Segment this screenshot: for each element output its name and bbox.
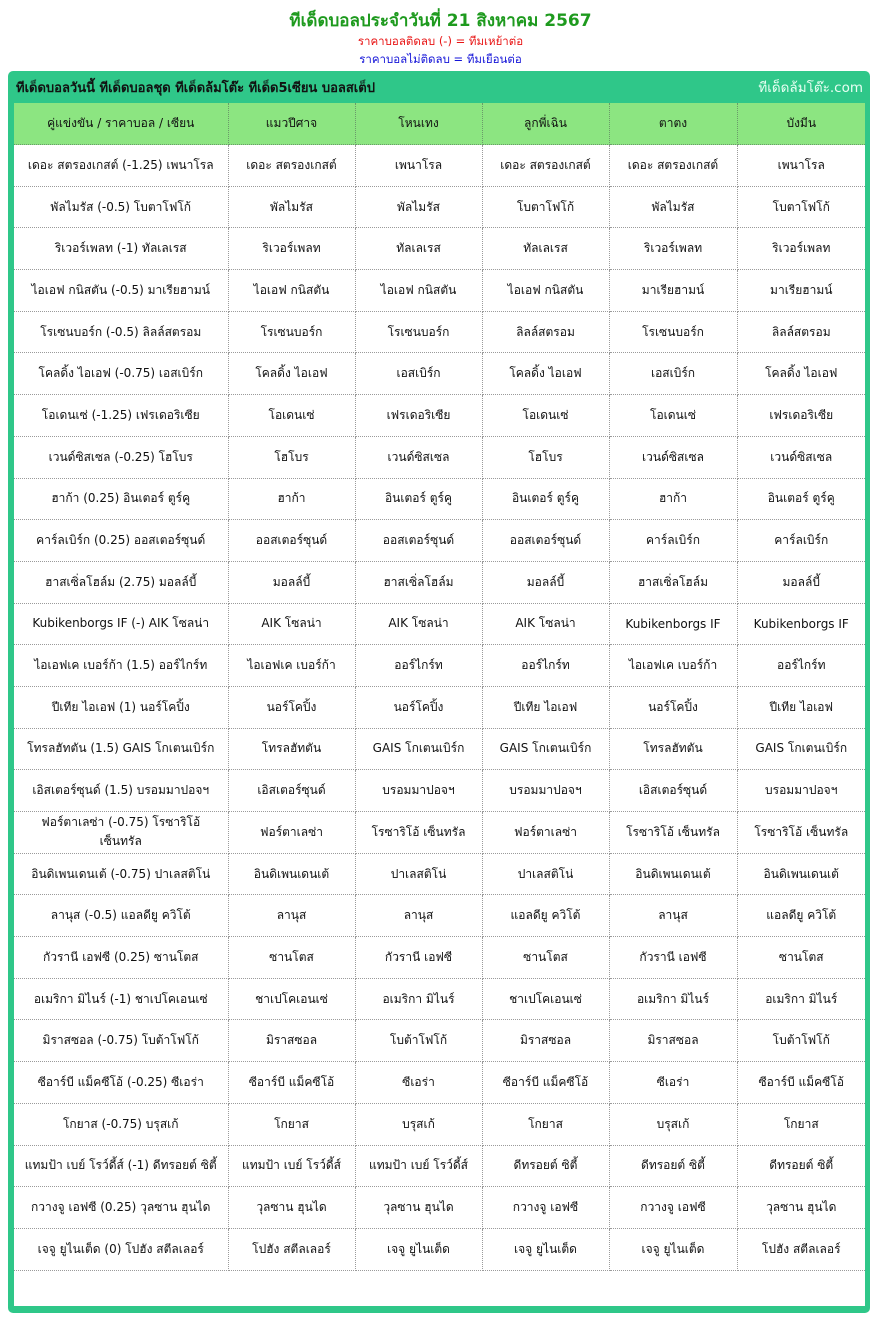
- match-cell: ปีเทีย ไอเอฟ (1) นอร์โคปิ้ง: [14, 686, 228, 728]
- panel-title: ทีเด็ดบอลวันนี้ ทีเด็ดบอลชุด ทีเด็ดล้มโต๊ะ ทีเด็ด5เซียน บอลสเต็ป: [16, 80, 375, 96]
- pick-cell: ดีทรอยต์ ซิตี้: [609, 1145, 737, 1187]
- table-row: [14, 1020, 865, 1062]
- tips-panel: [8, 71, 870, 1313]
- match-cell: เจจู ยูไนเต็ด (0) โปฮัง สตีลเลอร์: [14, 1228, 228, 1270]
- match-cell: ลานุส (-0.5) แอลดียู ควิโต้: [14, 895, 228, 937]
- pick-cell: เดอะ สตรองเกสต์: [228, 145, 355, 187]
- pick-cell: บรุสเก้: [355, 1103, 482, 1145]
- match-cell: อเมริกา มิไนร์ (-1) ชาเปโคเอนเซ่: [14, 978, 228, 1020]
- table-body: [14, 145, 865, 1271]
- pick-cell: Kubikenborgs IF: [737, 603, 865, 645]
- pick-cell: เวนด์ซิสเซล: [355, 436, 482, 478]
- table-row: [14, 478, 865, 520]
- pick-cell: ปีเทีย ไอเอฟ: [482, 686, 609, 728]
- pick-cell: โคลดิ้ง ไอเอฟ: [228, 353, 355, 395]
- pick-cell: ปาเลสติโน่: [355, 853, 482, 895]
- site-brand[interactable]: ทีเด็ดล้มโต๊ะ.com: [758, 80, 863, 96]
- table-row: [14, 436, 865, 478]
- pick-cell: โอเดนเซ่: [609, 395, 737, 437]
- pick-cell: เพนาโรล: [737, 145, 865, 187]
- pick-cell: ไอเอฟเค เบอร์ก้า: [609, 645, 737, 687]
- match-cell: มิราสซอล (-0.75) โบต้าโฟโก้: [14, 1020, 228, 1062]
- pick-cell: ออสเตอร์ซุนด์: [228, 520, 355, 562]
- table-row: [14, 228, 865, 270]
- match-cell: โรเซนบอร์ก (-0.5) ลิลล์สตรอม: [14, 311, 228, 353]
- pick-cell: อเมริกา มิไนร์: [355, 978, 482, 1020]
- pick-cell: ไอเอฟ กนิสตัน: [355, 270, 482, 312]
- pick-cell: ออสเตอร์ซุนด์: [355, 520, 482, 562]
- pick-cell: เดอะ สตรองเกสต์: [482, 145, 609, 187]
- pick-cell: ไอเอฟเค เบอร์ก้า: [228, 645, 355, 687]
- table-row: [14, 603, 865, 645]
- table-row: [14, 937, 865, 979]
- pick-cell: พัลไมรัส: [228, 186, 355, 228]
- pick-cell: โทรลฮัทตัน: [228, 728, 355, 770]
- pick-cell: นอร์โคปิ้ง: [355, 686, 482, 728]
- table-row: [14, 1062, 865, 1104]
- pick-cell: มาเรียฮามน์: [609, 270, 737, 312]
- pick-cell: ดีทรอยต์ ซิตี้: [737, 1145, 865, 1187]
- table-header-row: [14, 103, 865, 145]
- pick-cell: ฟอร์ตาเลซ่า: [228, 812, 355, 854]
- note-negative-odds: ราคาบอลติดลบ (-) = ทีมเหย้าต่อ: [357, 34, 524, 48]
- pick-cell: AIK โซลน่า: [228, 603, 355, 645]
- match-cell: กวางจู เอฟซี (0.25) วุลซาน ฮุนได: [14, 1187, 228, 1229]
- pick-cell: คาร์ลเบิร์ก: [737, 520, 865, 562]
- column-header-tipster: ลูกพี่เฉิน: [482, 103, 609, 145]
- table-row: [14, 645, 865, 687]
- match-cell: ซีอาร์บี แม็คซีโอ้ (-0.25) ซีเอร่า: [14, 1062, 228, 1104]
- pick-cell: บรอมมาปอจฯ: [355, 770, 482, 812]
- pick-cell: เดอะ สตรองเกสต์: [609, 145, 737, 187]
- pick-cell: วุลซาน ฮุนได: [355, 1187, 482, 1229]
- table-row: [14, 270, 865, 312]
- pick-cell: เวนด์ซิสเซล: [737, 436, 865, 478]
- pick-cell: นอร์โคปิ้ง: [228, 686, 355, 728]
- pick-cell: ไอเอฟ กนิสตัน: [228, 270, 355, 312]
- match-cell: เดอะ สตรองเกสต์ (-1.25) เพนาโรล: [14, 145, 228, 187]
- pick-cell: ซานโตส: [228, 937, 355, 979]
- pick-cell: ลานุส: [228, 895, 355, 937]
- panel-title-bar: [8, 71, 870, 103]
- pick-cell: ซีเอร่า: [609, 1062, 737, 1104]
- match-cell: กัวรานี เอฟซี (0.25) ซานโตส: [14, 937, 228, 979]
- pick-cell: เพนาโรล: [355, 145, 482, 187]
- column-header-match: คู่แข่งขัน / ราคาบอล / เซียน: [14, 103, 228, 145]
- pick-cell: ซีเอร่า: [355, 1062, 482, 1104]
- pick-cell: เจจู ยูไนเต็ด: [482, 1228, 609, 1270]
- pick-cell: โคลดิ้ง ไอเอฟ: [482, 353, 609, 395]
- pick-cell: ซีอาร์บี แม็คซีโอ้: [737, 1062, 865, 1104]
- pick-cell: ซีอาร์บี แม็คซีโอ้: [228, 1062, 355, 1104]
- pick-cell: เวนด์ซิสเซล: [609, 436, 737, 478]
- pick-cell: มิราสซอล: [609, 1020, 737, 1062]
- pick-cell: วุลซาน ฮุนได: [228, 1187, 355, 1229]
- pick-cell: ซานโตส: [737, 937, 865, 979]
- pick-cell: ริเวอร์เพลท: [228, 228, 355, 270]
- pick-cell: ดีทรอยต์ ซิตี้: [482, 1145, 609, 1187]
- pick-cell: พัลไมรัส: [609, 186, 737, 228]
- pick-cell: พัลไมรัส: [355, 186, 482, 228]
- pick-cell: อินดิเพนเดนเต้: [228, 853, 355, 895]
- pick-cell: โกยาส: [228, 1103, 355, 1145]
- pick-cell: โฮโบร: [482, 436, 609, 478]
- table-row: [14, 520, 865, 562]
- pick-cell: GAIS โกเตนเบิร์ก: [482, 728, 609, 770]
- pick-cell: มิราสซอล: [482, 1020, 609, 1062]
- pick-cell: ชาเปโคเอนเซ่: [482, 978, 609, 1020]
- table-row: [14, 1228, 865, 1270]
- pick-cell: ชาเปโคเอนเซ่: [228, 978, 355, 1020]
- pick-cell: มอลล์บี้: [228, 561, 355, 603]
- page-title: ทีเด็ดบอลประจำวันที่ 21 สิงหาคม 2567: [289, 11, 592, 31]
- note-positive-odds: ราคาบอลไม่ติดลบ = ทีมเยือนต่อ: [359, 52, 522, 66]
- pick-cell: ลิลล์สตรอม: [737, 311, 865, 353]
- pick-cell: GAIS โกเตนเบิร์ก: [737, 728, 865, 770]
- pick-cell: เจจู ยูไนเต็ด: [609, 1228, 737, 1270]
- pick-cell: กวางจู เอฟซี: [609, 1187, 737, 1229]
- pick-cell: มอลล์บี้: [737, 561, 865, 603]
- pick-cell: บรอมมาปอจฯ: [482, 770, 609, 812]
- pick-cell: โอเดนเซ่: [482, 395, 609, 437]
- pick-cell: โบต้าโฟโก้: [737, 1020, 865, 1062]
- pick-cell: เฟรเดอริเซีย: [737, 395, 865, 437]
- table-row: [14, 186, 865, 228]
- pick-cell: ลิลล์สตรอม: [482, 311, 609, 353]
- match-cell: โทรลฮัทตัน (1.5) GAIS โกเตนเบิร์ก: [14, 728, 228, 770]
- table-row: [14, 1103, 865, 1145]
- match-cell: อินดิเพนเดนเต้ (-0.75) ปาเลสติโน่: [14, 853, 228, 895]
- table-row: [14, 561, 865, 603]
- match-cell: ฮาก้า (0.25) อินเตอร์ ตูร์คู: [14, 478, 228, 520]
- pick-cell: ฮาสเซิ่ลโฮล์ม: [609, 561, 737, 603]
- pick-cell: วุลซาน ฮุนได: [737, 1187, 865, 1229]
- pick-cell: นอร์โคปิ้ง: [609, 686, 737, 728]
- pick-cell: ฮาสเซิ่ลโฮล์ม: [355, 561, 482, 603]
- match-cell: ไอเอฟเค เบอร์ก้า (1.5) ออร์ไกร์ท: [14, 645, 228, 687]
- pick-cell: ทัลเลเรส: [482, 228, 609, 270]
- pick-cell: ปีเทีย ไอเอฟ: [737, 686, 865, 728]
- pick-cell: ออร์ไกร์ท: [482, 645, 609, 687]
- pick-cell: บรุสเก้: [609, 1103, 737, 1145]
- pick-cell: กวางจู เอฟซี: [482, 1187, 609, 1229]
- pick-cell: เฟรเดอริเซีย: [355, 395, 482, 437]
- table-row: [14, 728, 865, 770]
- pick-cell: โอเดนเซ่: [228, 395, 355, 437]
- table-row: [14, 853, 865, 895]
- pick-cell: อเมริกา มิไนร์: [609, 978, 737, 1020]
- pick-cell: โรซาริโอ้ เซ็นทรัล: [737, 812, 865, 854]
- pick-cell: ออร์ไกร์ท: [355, 645, 482, 687]
- match-cell: แทมป้า เบย์ โรว์ดี้ส์ (-1) ดีทรอยต์ ซิตี้: [14, 1145, 228, 1187]
- pick-cell: ทัลเลเรส: [355, 228, 482, 270]
- pick-cell: เอิสเตอร์ซุนด์: [609, 770, 737, 812]
- pick-cell: กัวรานี เอฟซี: [609, 937, 737, 979]
- column-header-tipster: ตาตง: [609, 103, 737, 145]
- table-row: [14, 1145, 865, 1187]
- column-header-tipster: แมวปีศาจ: [228, 103, 355, 145]
- pick-cell: ฮาก้า: [609, 478, 737, 520]
- pick-cell: เจจู ยูไนเต็ด: [355, 1228, 482, 1270]
- pick-cell: อินดิเพนเดนเต้: [737, 853, 865, 895]
- pick-cell: ลานุส: [609, 895, 737, 937]
- pick-cell: ลานุส: [355, 895, 482, 937]
- pick-cell: โบตาโฟโก้: [737, 186, 865, 228]
- pick-cell: ซานโตส: [482, 937, 609, 979]
- table-row: [14, 1187, 865, 1229]
- pick-cell: เอิสเตอร์ซุนด์: [228, 770, 355, 812]
- match-cell: ริเวอร์เพลท (-1) ทัลเลเรส: [14, 228, 228, 270]
- pick-cell: GAIS โกเตนเบิร์ก: [355, 728, 482, 770]
- pick-cell: AIK โซลน่า: [482, 603, 609, 645]
- pick-cell: โบตาโฟโก้: [482, 186, 609, 228]
- pick-cell: โทรลฮัทตัน: [609, 728, 737, 770]
- pick-cell: โรซาริโอ้ เซ็นทรัล: [609, 812, 737, 854]
- match-cell: โคลดิ้ง ไอเอฟ (-0.75) เอสเบิร์ก: [14, 353, 228, 395]
- pick-cell: แอลดียู ควิโต้: [482, 895, 609, 937]
- table-row: [14, 770, 865, 812]
- pick-cell: อินเตอร์ ตูร์คู: [737, 478, 865, 520]
- pick-cell: อินดิเพนเดนเต้: [609, 853, 737, 895]
- pick-cell: ออร์ไกร์ท: [737, 645, 865, 687]
- table-row: [14, 978, 865, 1020]
- pick-cell: โรเซนบอร์ก: [355, 311, 482, 353]
- pick-cell: กัวรานี เอฟซี: [355, 937, 482, 979]
- tips-table-wrapper: [14, 103, 865, 1306]
- pick-cell: ริเวอร์เพลท: [609, 228, 737, 270]
- pick-cell: อเมริกา มิไนร์: [737, 978, 865, 1020]
- pick-cell: อินเตอร์ ตูร์คู: [355, 478, 482, 520]
- table-row: [14, 145, 865, 187]
- table-row: [14, 395, 865, 437]
- pick-cell: โกยาส: [482, 1103, 609, 1145]
- table-row: [14, 311, 865, 353]
- match-cell: โอเดนเซ่ (-1.25) เฟรเดอริเซีย: [14, 395, 228, 437]
- pick-cell: โรซาริโอ้ เซ็นทรัล: [355, 812, 482, 854]
- pick-cell: AIK โซลน่า: [355, 603, 482, 645]
- match-cell: ฟอร์ตาเลซ่า (-0.75) โรซาริโอ้ เซ็นทรัล: [14, 812, 228, 854]
- pick-cell: โกยาส: [737, 1103, 865, 1145]
- pick-cell: แทมป้า เบย์ โรว์ดี้ส์: [228, 1145, 355, 1187]
- pick-cell: ฟอร์ตาเลซ่า: [482, 812, 609, 854]
- pick-cell: ไอเอฟ กนิสตัน: [482, 270, 609, 312]
- match-cell: เอิสเตอร์ซุนด์ (1.5) บรอมมาปอจฯ: [14, 770, 228, 812]
- pick-cell: มอลล์บี้: [482, 561, 609, 603]
- pick-cell: โรเซนบอร์ก: [228, 311, 355, 353]
- column-header-tipster: โหนเทง: [355, 103, 482, 145]
- pick-cell: มาเรียฮามน์: [737, 270, 865, 312]
- table-row: [14, 353, 865, 395]
- pick-cell: แอลดียู ควิโต้: [737, 895, 865, 937]
- pick-cell: ออสเตอร์ซุนด์: [482, 520, 609, 562]
- column-header-tipster: บังมีน: [737, 103, 865, 145]
- match-cell: Kubikenborgs IF (-) AIK โซลน่า: [14, 603, 228, 645]
- match-cell: คาร์ลเบิร์ก (0.25) ออสเตอร์ซุนด์: [14, 520, 228, 562]
- table-row: [14, 812, 865, 854]
- match-cell: เวนด์ซิสเซล (-0.25) โฮโบร: [14, 436, 228, 478]
- tips-table: [14, 103, 865, 1271]
- match-cell: พัลไมรัส (-0.5) โบตาโฟโก้: [14, 186, 228, 228]
- pick-cell: เอสเบิร์ก: [355, 353, 482, 395]
- match-cell: โกยาส (-0.75) บรุสเก้: [14, 1103, 228, 1145]
- pick-cell: โรเซนบอร์ก: [609, 311, 737, 353]
- pick-cell: ซีอาร์บี แม็คซีโอ้: [482, 1062, 609, 1104]
- pick-cell: โบต้าโฟโก้: [355, 1020, 482, 1062]
- pick-cell: ริเวอร์เพลท: [737, 228, 865, 270]
- pick-cell: โฮโบร: [228, 436, 355, 478]
- pick-cell: ปาเลสติโน่: [482, 853, 609, 895]
- match-cell: ฮาสเซิ่ลโฮล์ม (2.75) มอลล์บี้: [14, 561, 228, 603]
- pick-cell: อินเตอร์ ตูร์คู: [482, 478, 609, 520]
- table-row: [14, 686, 865, 728]
- pick-cell: มิราสซอล: [228, 1020, 355, 1062]
- pick-cell: โปฮัง สตีลเลอร์: [737, 1228, 865, 1270]
- pick-cell: บรอมมาปอจฯ: [737, 770, 865, 812]
- pick-cell: ฮาก้า: [228, 478, 355, 520]
- table-row: [14, 895, 865, 937]
- pick-cell: แทมป้า เบย์ โรว์ดี้ส์: [355, 1145, 482, 1187]
- pick-cell: คาร์ลเบิร์ก: [609, 520, 737, 562]
- page-header: [0, 0, 881, 66]
- pick-cell: โปฮัง สตีลเลอร์: [228, 1228, 355, 1270]
- pick-cell: Kubikenborgs IF: [609, 603, 737, 645]
- pick-cell: เอสเบิร์ก: [609, 353, 737, 395]
- pick-cell: โคลดิ้ง ไอเอฟ: [737, 353, 865, 395]
- match-cell: ไอเอฟ กนิสตัน (-0.5) มาเรียฮามน์: [14, 270, 228, 312]
